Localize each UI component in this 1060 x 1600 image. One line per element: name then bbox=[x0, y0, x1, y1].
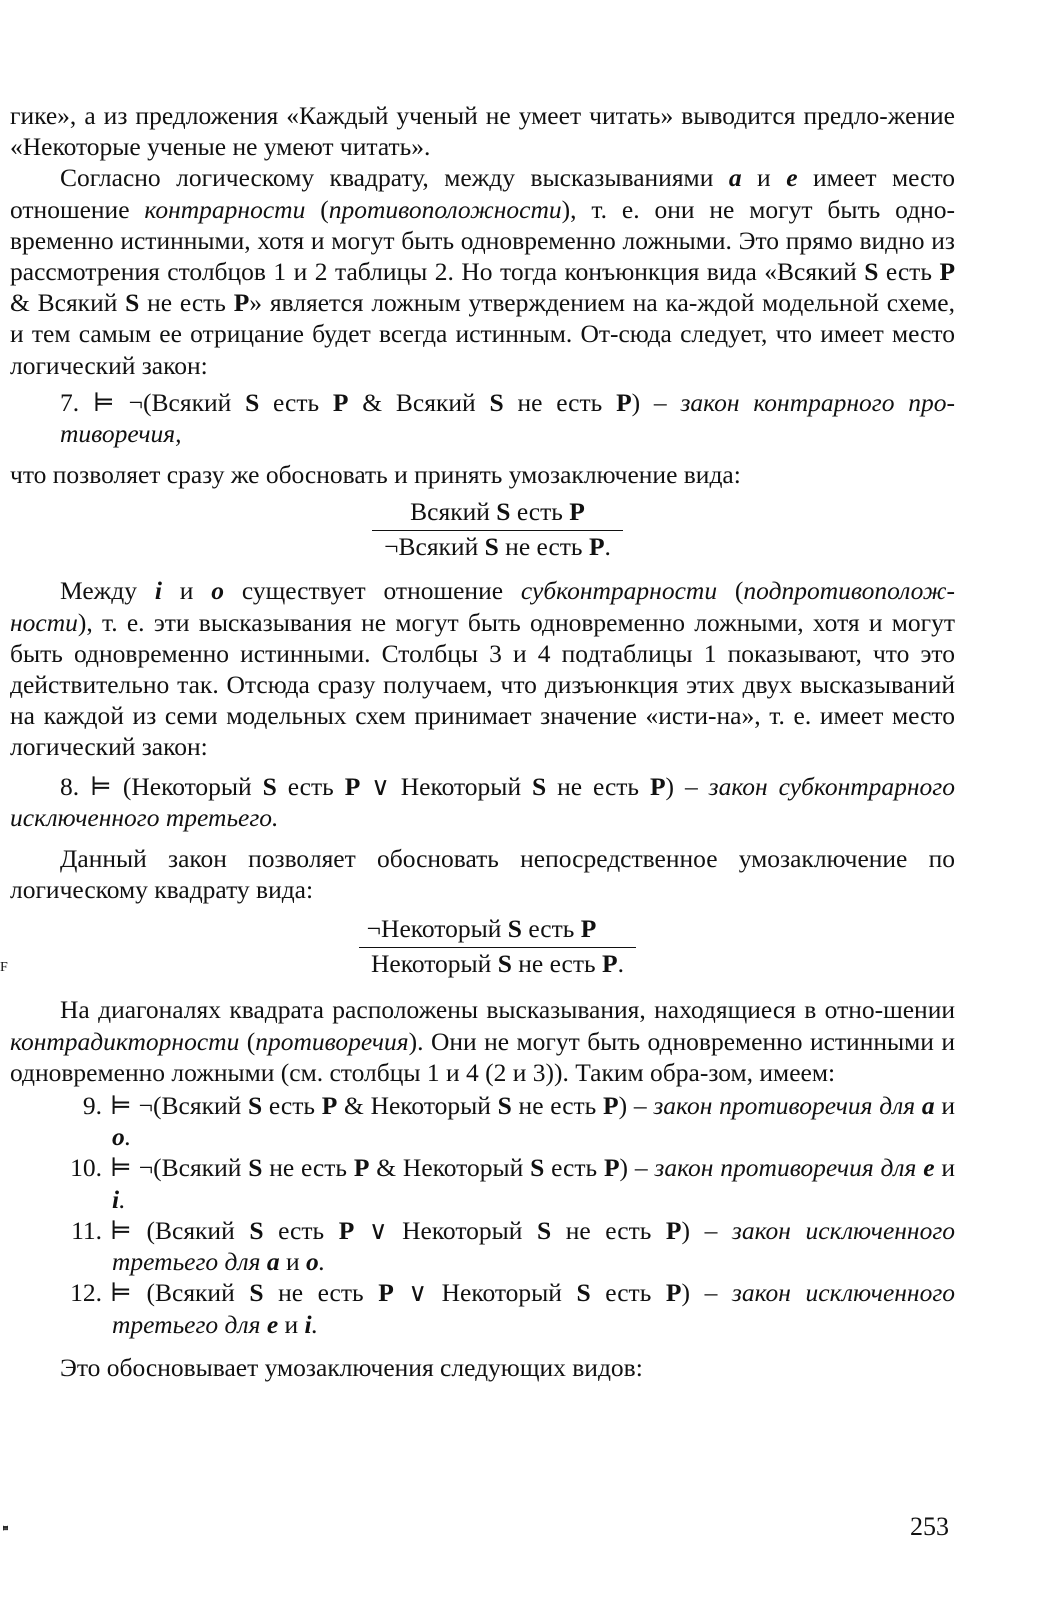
inference-2 bbox=[10, 913, 955, 980]
paragraph-3: что позволяет сразу же обосновать и принять умозаключение вида: bbox=[10, 460, 741, 490]
inference-conclusion: Некоторый S не есть P. bbox=[371, 949, 624, 979]
paragraph-2: Согласно логическому квадрату, между высказываниями a и e имеет место отношение контрарности (противоположности), т. е. они не могут быть одно-временно истинными, хотя и могут быть одновременно ложными. Это прямо видно из рассмотрения столбцов 1 и 2 таблицы 2. Но тогда конъюнкция вида «Всякий S есть P & Всякий S не есть P» является ложным утверждением на ка-ждой модельной схеме, и тем самым ее отрицание будет всегда истинным. От-сюда следует, что имеет место логический закон: bbox=[10, 163, 956, 380]
law-7: 7. ⊨ ¬(Всякий S есть P & Всякий S не есть P) – закон контрарного про-тиворечия, bbox=[60, 387, 956, 449]
page-content bbox=[10, 100, 955, 1383]
law-11: 11. ⊨ (Всякий S есть P ∨ Некоторый S не есть P) – закон исключенного третьего для a и o. bbox=[71, 1215, 956, 1277]
law-10: 10. ⊨ ¬(Всякий S не есть P & Некоторый S есть P) – закон противоречия для e и i. bbox=[70, 1153, 955, 1214]
law-9: 9. ⊨ ¬(Всякий S есть P & Некоторый S не есть P) – закон противоречия для a и o. bbox=[82, 1091, 956, 1152]
inference-conclusion: ¬Всякий S не есть P. bbox=[384, 532, 611, 562]
law-8: 8. ⊨ (Некоторый S есть P ∨ Некоторый S не есть P) – закон субконтрарного исключенного третьего. bbox=[10, 771, 956, 832]
paragraph-5: Данный закон позволяет обосновать непосредственное умозаключение по логическому квадрату вида: bbox=[10, 844, 955, 905]
laws-list bbox=[10, 1090, 955, 1340]
inference-premise: Всякий S есть P bbox=[372, 496, 623, 531]
inference-premise: ¬Некоторый S есть P bbox=[359, 913, 637, 948]
paragraph-6: На диагоналях квадрата расположены высказывания, находящиеся в отно-шении контрадикторности (противоречия). Они не могут быть одновременно истинными и одновременно ложными (см. столбцы 1 и 4 (2 и 3)). Таким обра-зом, имеем: bbox=[10, 995, 955, 1087]
paragraph-7: Это обосновывает умозаключения следующих видов: bbox=[60, 1352, 643, 1382]
text: гике», а из предложения «Каждый ученый не умеет читать» выводится предло-жение «Некоторые ученые не умеют читать». bbox=[10, 101, 955, 162]
page-number: 253 bbox=[910, 1512, 949, 1541]
margin-mark: ıııı bbox=[0, 1525, 12, 1530]
paragraph-1 bbox=[10, 100, 955, 162]
margin-mark: F bbox=[0, 960, 8, 975]
law-12: 12. ⊨ (Всякий S не есть P ∨ Некоторый S есть P) – закон исключенного третьего для e и i. bbox=[70, 1278, 956, 1339]
inference-1 bbox=[10, 496, 955, 563]
paragraph-4: Между i и o существует отношение субконтрарности (подпротивополож-ности), т. е. эти высказывания не могут быть одновременно ложными, хотя и могут быть одновременно истинными. Столбцы 3 и 4 подтаблицы 1 показывают, что это действительно так. Отсюда сразу получаем, что дизъюнкция этих двух высказываний на каждой из семи модельных схем принимает значение «исти-на», т. е. имеет место логический закон: bbox=[10, 576, 955, 762]
